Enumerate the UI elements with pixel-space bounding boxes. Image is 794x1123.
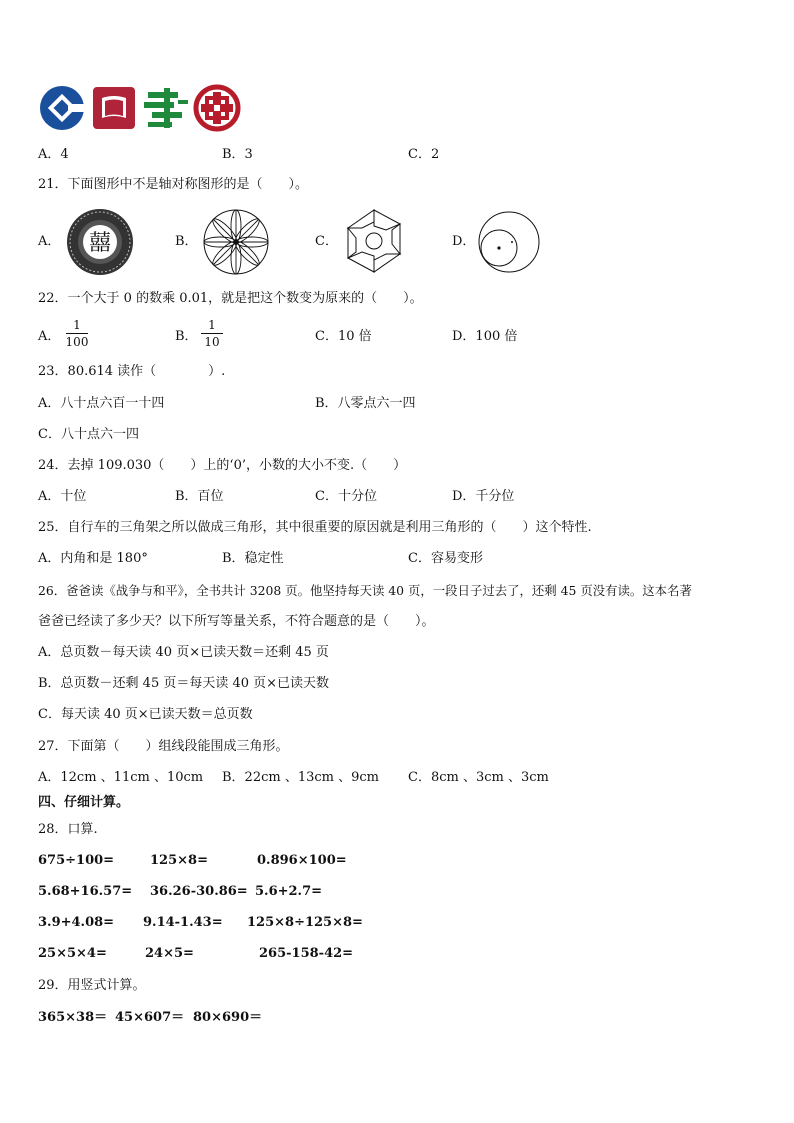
q27-option-b: B．22cm 、13cm 、9cm — [222, 770, 379, 785]
q24-option-b: B．百位 — [175, 489, 224, 504]
q25-option-a: A．内角和是 180° — [38, 551, 148, 566]
q21-label-b: B． — [175, 234, 198, 249]
q28-item: 9.14-1.43= — [143, 915, 223, 930]
q20-option-b: B．3 — [222, 147, 253, 162]
nested-circles-icon — [476, 210, 542, 274]
q25-option-c: C．容易变形 — [408, 551, 483, 566]
fraction-denominator: 10 — [204, 335, 220, 349]
q26-option-b: B．总页数－还剩 45 页＝每天读 40 页×已读天数 — [38, 676, 330, 691]
china-post-logo-icon — [142, 86, 190, 130]
q26-option-c: C．每天读 40 页×已读天数＝总页数 — [38, 707, 253, 722]
ccb-logo-icon — [38, 84, 86, 132]
q28-item: 265-158-42= — [259, 946, 354, 961]
q25-question: 25．自行车的三角架之所以做成三角形，其中很重要的原因就是利用三角形的（ ）这个特性. — [38, 520, 592, 535]
flower-circle-icon — [202, 208, 270, 276]
q28-item: 5.6+2.7= — [255, 884, 323, 899]
q29-item: 80×690＝ — [193, 1010, 263, 1025]
double-happiness-medallion-icon — [66, 208, 134, 276]
q26-question-line1: 26．爸爸读《战争与和平》，全书共计 3208 页。他坚持每天读 40 页，一段日子过去了，还剩 45 页没有读。这本名著 — [38, 583, 692, 598]
q28-item: 24×5= — [145, 946, 194, 961]
q29-item: 45×607＝ — [115, 1010, 185, 1025]
q28-item: 3.9+4.08= — [38, 915, 115, 930]
q27-question: 27．下面第（ ）组线段能围成三角形。 — [38, 739, 289, 754]
book-logo-icon — [92, 86, 136, 130]
fraction-numerator: 1 — [73, 318, 81, 332]
q23-option-a: A．八十点六百一十四 — [38, 396, 165, 411]
q28-item: 675÷100= — [38, 853, 115, 868]
q24-option-c: C．十分位 — [315, 489, 377, 504]
q24-option-a: A．十位 — [38, 489, 87, 504]
q21-label-d: D． — [452, 234, 476, 249]
q28-item: 125×8÷125×8= — [247, 915, 363, 930]
q25-option-b: B．稳定性 — [222, 551, 284, 566]
q22-fraction-a — [62, 318, 92, 349]
q21-label-a: A． — [38, 234, 61, 249]
q20-option-c: C．2 — [408, 147, 440, 162]
q26-question-line2: 爸爸已经读了多少天？以下所写等量关系，不符合题意的是（ ）。 — [38, 614, 435, 629]
q21-label-c: C． — [315, 234, 338, 249]
q29-item: 365×38＝ — [38, 1010, 108, 1025]
q23-option-c: C．八十点六一四 — [38, 427, 139, 442]
q24-question: 24．去掉 109.030（ ）上的‘0’，小数的大小不变.（ ） — [38, 458, 407, 473]
q23-question: 23．80.614 读作（ ）. — [38, 364, 226, 379]
q22-fraction-b — [197, 318, 227, 349]
pinwheel-hexagon-icon — [338, 206, 410, 278]
q22-option-c: C．10 倍 — [315, 329, 372, 344]
q21-question: 21．下面图形中不是轴对称图形的是（ ）。 — [38, 177, 309, 192]
q28-item: 5.68+16.57= — [38, 884, 133, 899]
fraction-denominator: 100 — [65, 335, 89, 349]
q22-question: 22．一个大于 0 的数乘 0.01，就是把这个数变为原来的（ ）。 — [38, 291, 423, 306]
q22-label-a: A． — [38, 329, 61, 344]
q28-item: 125×8= — [150, 853, 208, 868]
q20-option-a: A．4 — [38, 147, 69, 162]
section-title: 四、仔细计算。 — [38, 795, 130, 810]
q29-question: 29．用竖式计算。 — [38, 978, 146, 993]
q22-label-b: B． — [175, 329, 198, 344]
q27-option-c: C．8cm 、3cm 、3cm — [408, 770, 549, 785]
fraction-numerator: 1 — [208, 318, 216, 332]
q27-option-a: A．12cm 、11cm 、10cm — [38, 770, 204, 785]
double-happiness-char: 囍 — [88, 231, 112, 256]
q23-option-b: B．八零点六一四 — [315, 396, 416, 411]
q28-question: 28．口算. — [38, 822, 98, 837]
q22-option-d: D．100 倍 — [452, 329, 518, 344]
q26-option-a: A．总页数－每天读 40 页×已读天数＝还剩 45 页 — [38, 645, 329, 660]
q28-item: 0.896×100= — [257, 853, 347, 868]
q28-item: 25×5×4= — [38, 946, 107, 961]
q28-item: 36.26-30.86= — [150, 884, 248, 899]
icbc-logo-icon — [193, 84, 241, 132]
q24-option-d: D．千分位 — [452, 489, 515, 504]
